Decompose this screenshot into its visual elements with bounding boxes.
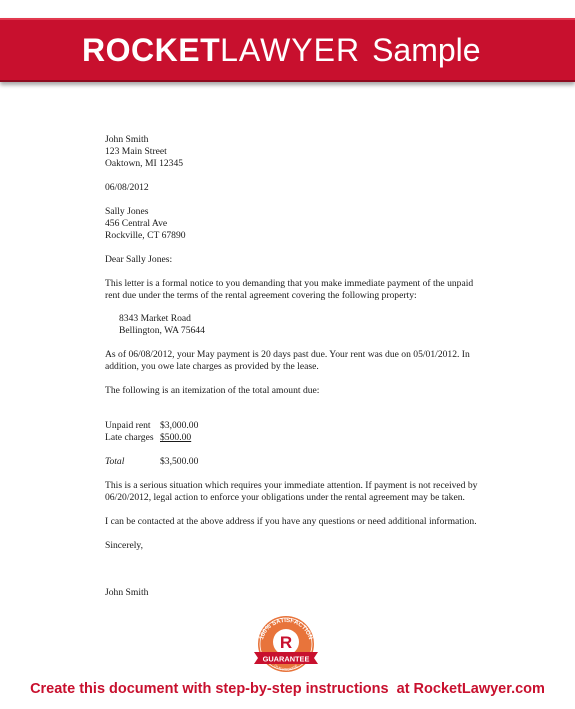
item-label-unpaid-rent: Unpaid rent	[105, 420, 151, 431]
item-value-late-charges: $500.00	[160, 432, 192, 443]
paragraph-pastdue-line2: addition, you owe late charges as provided by the lease.	[105, 361, 319, 372]
sender-street: 123 Main Street	[105, 146, 167, 157]
salutation: Dear Sally Jones:	[105, 254, 173, 265]
guarantee-seal-icon	[248, 614, 324, 678]
seal-letter: R	[279, 633, 293, 652]
recipient-street: 456 Central Ave	[105, 218, 168, 229]
total-label: Total	[105, 456, 125, 467]
paragraph-serious-line2: 06/20/2012, legal action to enforce your obligations under the rental agreement may be taken.	[105, 492, 465, 503]
paragraph-notice-line1: This letter is a formal notice to you demanding that you make immediate payment of the unpaid	[105, 278, 474, 289]
item-label-late-charges: Late charges	[105, 432, 154, 443]
seal-ribbon-text: GUARANTEE	[262, 654, 310, 664]
seal-bottom-text: OUR PROMISE	[273, 663, 299, 672]
total-value: $3,500.00	[160, 456, 199, 467]
sender-city: Oaktown, MI 12345	[105, 158, 184, 169]
item-value-unpaid-rent: $3,000.00	[160, 420, 199, 431]
paragraph-serious-line1: This is a serious situation which requires your immediate attention. If payment is not received by	[105, 480, 478, 491]
property-city: Bellington, WA 75644	[119, 325, 205, 336]
header-banner	[0, 18, 575, 82]
paragraph-pastdue-line1: As of 06/08/2012, your May payment is 20 days past due. Your rent was due on 05/01/2012. In	[105, 349, 470, 360]
satisfaction-guarantee-seal	[248, 614, 324, 678]
signature-name: John Smith	[105, 587, 149, 598]
footer-cta-text[interactable]: Create this document with step-by-step instructions at RocketLawyer.com	[30, 681, 545, 697]
sender-name: John Smith	[105, 134, 149, 145]
recipient-city: Rockville, CT 67890	[105, 230, 186, 241]
sample-label: Sample	[372, 32, 481, 68]
footer-cta[interactable]	[0, 676, 575, 702]
brand-lawyer: LAWYER	[220, 32, 361, 68]
property-street: 8343 Market Road	[119, 313, 191, 324]
seal-top-text: 100% SATISFACTION	[257, 616, 315, 641]
closing: Sincerely,	[105, 540, 144, 551]
paragraph-itemization: The following is an itemization of the total amount due:	[105, 385, 320, 396]
paragraph-notice-line2: rent due under the terms of the rental agreement covering the following property:	[105, 290, 417, 301]
recipient-name: Sally Jones	[105, 206, 149, 217]
paragraph-contact: I can be contacted at the above address if you have any questions or need additional information.	[105, 516, 477, 527]
brand-rocket: ROCKET	[82, 32, 221, 68]
brand-logo	[82, 31, 481, 69]
letter-date: 06/08/2012	[105, 182, 149, 193]
